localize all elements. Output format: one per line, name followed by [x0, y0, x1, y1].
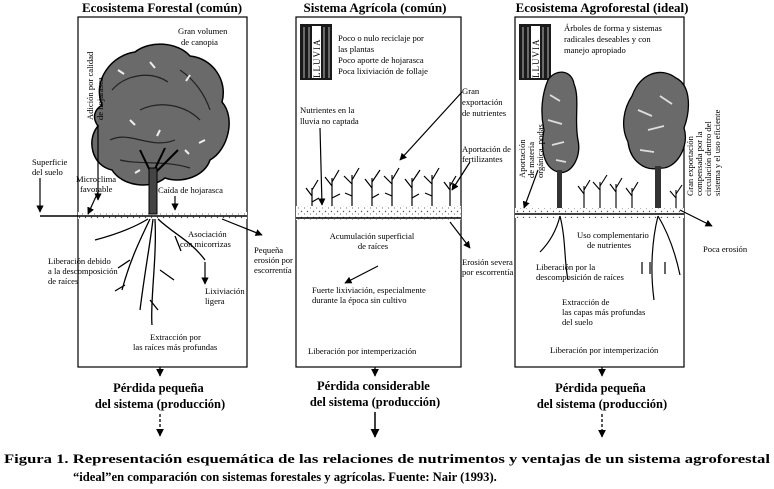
accumulation-arrow: [345, 266, 378, 283]
rain-nutrients-label: Nutrientes en la lluvia no captada: [300, 105, 359, 126]
addition-label: Adición por calidad de hojarasca: [85, 51, 105, 120]
tree-illustration: [542, 72, 688, 214]
panel-title: Ecosistema Agroforestal (ideal): [515, 0, 689, 15]
accumulation-label: Acumulación superficial de raíces: [329, 231, 415, 251]
erosion-arrow: [680, 210, 712, 226]
erosion-label: Poca erosión: [703, 244, 748, 254]
microclimate-label: Microclima favorable: [76, 174, 117, 194]
trees-label: Árboles de forma y sistemas radicales deseables y con manejo apropiado: [564, 23, 662, 55]
root-release-label: Liberación por la descomposición de raíces: [536, 262, 624, 282]
erosion-arrow: [450, 222, 470, 248]
export-label: Gran exportación de nutrientes: [462, 86, 507, 118]
root-release-label: Liberación debido a la descomposición de raíces: [48, 256, 118, 286]
leaching-label: Fuerte lixiviación, especialmente durante la época sin cultivo: [312, 285, 426, 305]
weathering-label: Liberación por intemperización: [550, 345, 659, 355]
panel-forest: [32, 0, 295, 436]
organic-label: Aportación de materia orgánica, podas: [517, 124, 545, 178]
loss-label: Pérdida considerable del sistema (producción): [309, 379, 441, 409]
litterfall-label: Caída de hojarasca: [158, 185, 223, 195]
crop-plants: [578, 175, 682, 212]
leaching-label: Lixiviación ligera: [205, 286, 245, 306]
panel-title: Ecosistema Forestal (común): [81, 0, 243, 15]
rain-nutrients-arrow: [320, 128, 322, 205]
panel-title: Sistema Agrícola (común): [303, 0, 447, 15]
erosion-label: Pequeña erosión por escorrentía: [254, 245, 293, 275]
extraction-label: Extracción de las capas más profundas del suelo: [562, 297, 646, 327]
loss-label: Pérdida pequeña del sistema (producción): [536, 381, 668, 411]
crop-plants: [306, 168, 456, 212]
microclimate-arrow: [88, 192, 98, 214]
rain-label: LLUVIA: [531, 38, 541, 78]
canopy-label: Gran volumen de canopia: [178, 26, 228, 47]
roots: [540, 216, 680, 300]
loss-label: Pérdida pequeña del sistema (producción): [94, 381, 226, 411]
recycling-label: Poco o nulo reciclaje por las plantas Poco aporte de hojarasca Poca lixiviación de follaje: [338, 33, 428, 76]
weathering-label: Liberación por intemperización: [308, 346, 417, 356]
panel-agriculture: [296, 0, 515, 437]
export-label: Gran exportación compensada por la circulación dentro del sistema y el uso eficiente: [685, 109, 722, 196]
surface-label: Superficie del suelo: [32, 157, 68, 177]
extraction-label: Extracción por las raíces más profundas: [133, 332, 218, 352]
panel-agroforestry: [515, 0, 748, 437]
caption-line-2: “ideal”en comparación con sistemas forestales y agrícolas. Fuente: Nair (1993).: [73, 470, 497, 484]
caption-line-1: Figura 1. Representación esquemática de las relaciones de nutrimentos y ventajas de un sistema agroforestal: [4, 452, 771, 466]
mycorrhiza-label: Asociación con micorrizas: [180, 229, 231, 249]
complementary-label: Uso complementario de nutrientes: [577, 230, 649, 250]
erosion-label: Erosión severa por escorrentía: [462, 257, 514, 277]
export-arrow: [400, 92, 462, 160]
rain-label: LLUVIA: [312, 38, 322, 78]
figure-caption: [4, 452, 771, 484]
fertilizer-label: Aportación de fertilizantes: [462, 144, 511, 164]
